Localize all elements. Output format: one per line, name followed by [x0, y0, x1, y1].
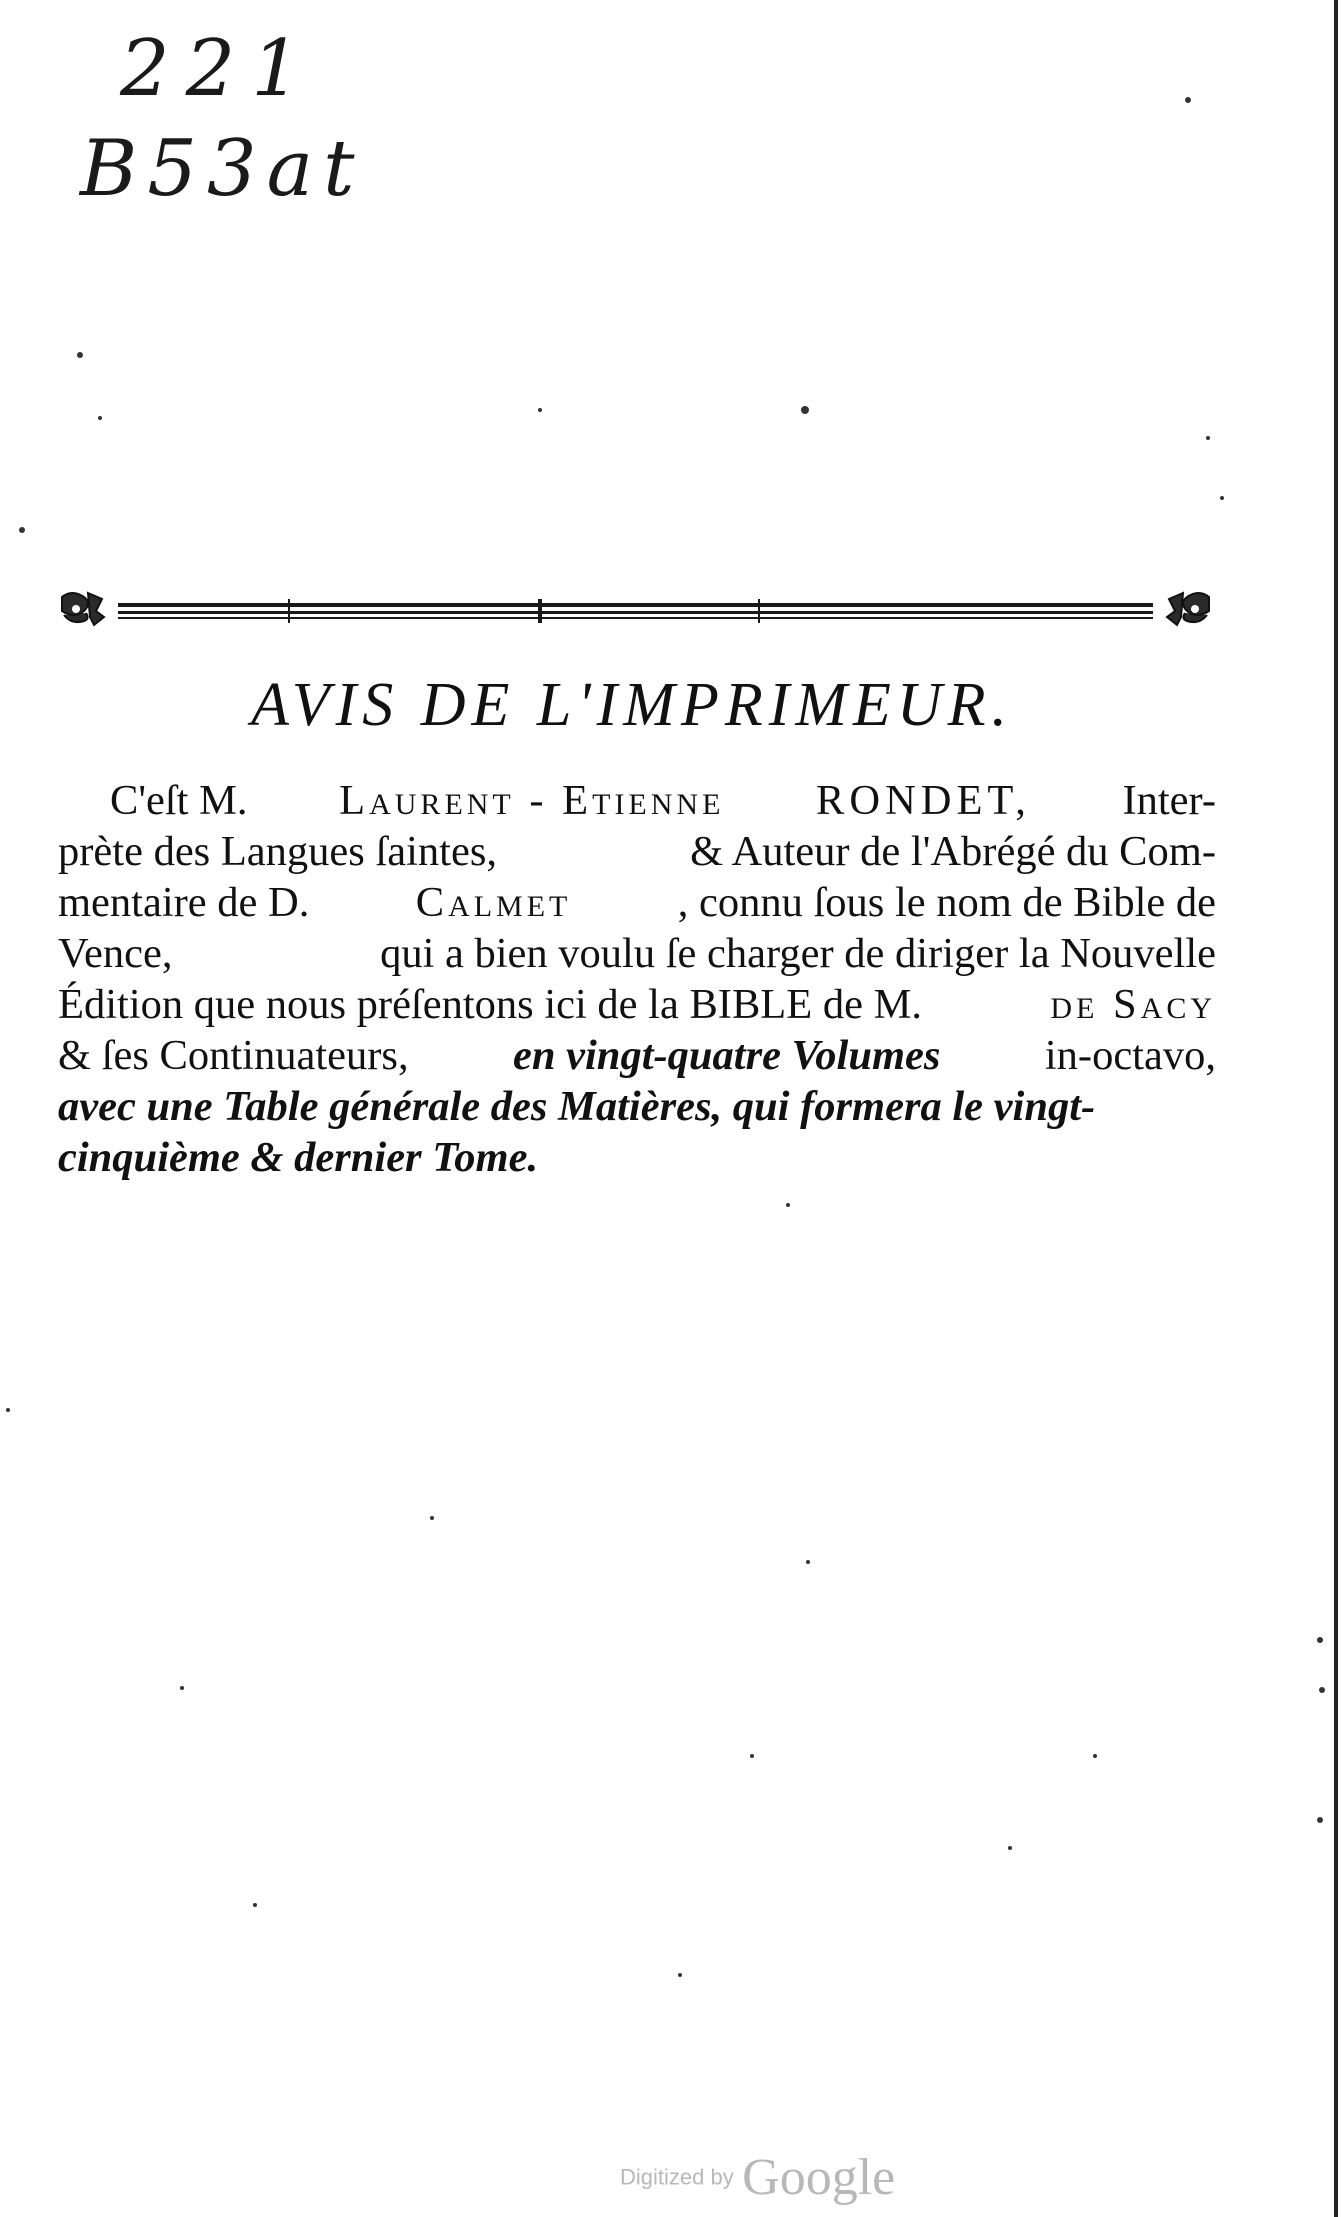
line4-part1: Vence,	[58, 930, 173, 977]
line8-text: cinquième & dernier Tome.	[58, 1134, 539, 1181]
right-fleuron-icon	[1167, 593, 1209, 625]
format-in-octavo: in-octavo,	[1044, 1032, 1216, 1079]
line2-part1: prète des Langues ſaintes,	[58, 828, 498, 875]
volume-count: en vingt-quatre Volumes	[513, 1032, 941, 1079]
paragraph-line-2	[58, 826, 1216, 877]
line1-part1: C'eſt M.	[110, 777, 248, 824]
line5-part1: Édition que nous préſentons ici de la BIBLE de M.	[58, 981, 923, 1028]
binding-edge	[1332, 0, 1340, 2217]
line3-part3: , connu ſous le nom de Bible de	[677, 879, 1216, 926]
line3-part1: mentaire de D.	[58, 879, 310, 926]
ornament-rule	[58, 585, 1213, 635]
paragraph-line-5	[58, 979, 1216, 1030]
notice-paragraph	[58, 775, 1216, 1183]
paragraph-line-7	[58, 1081, 1216, 1132]
paragraph-line-8	[58, 1132, 1216, 1183]
shelf-mark-code: B53at	[80, 124, 365, 214]
left-fleuron-icon	[62, 593, 104, 625]
paragraph-line-3	[58, 877, 1216, 928]
author-given-names: Laurent - Etienne	[339, 777, 725, 824]
de-sacy-name: de Sacy	[1050, 981, 1216, 1028]
digitized-watermark	[620, 2148, 920, 2208]
page-title: AVIS DE L'IMPRIMEUR.	[250, 671, 1014, 739]
paragraph-line-6	[58, 1030, 1216, 1081]
google-logo: Google	[742, 2149, 896, 2206]
calmet-name: Calmet	[415, 879, 572, 926]
line6-part1: & ſes Continuateurs,	[58, 1032, 409, 1079]
watermark-prefix: Digitized by	[620, 2164, 734, 2190]
paragraph-line-4	[58, 928, 1216, 979]
author-surname: RONDET,	[816, 777, 1031, 824]
shelf-mark-number: 221	[120, 24, 317, 114]
paragraph-line-1	[58, 775, 1216, 826]
rule-lines	[118, 599, 1153, 623]
line1-part4: Inter-	[1122, 777, 1216, 824]
line7-text: avec une Table générale des Matières, qui formera le vingt-	[58, 1083, 1096, 1130]
line2-part2: & Auteur de l'Abrégé du Com-	[690, 828, 1216, 875]
line4-part2: qui a bien voulu ſe charger de diriger la Nouvelle	[380, 930, 1216, 977]
